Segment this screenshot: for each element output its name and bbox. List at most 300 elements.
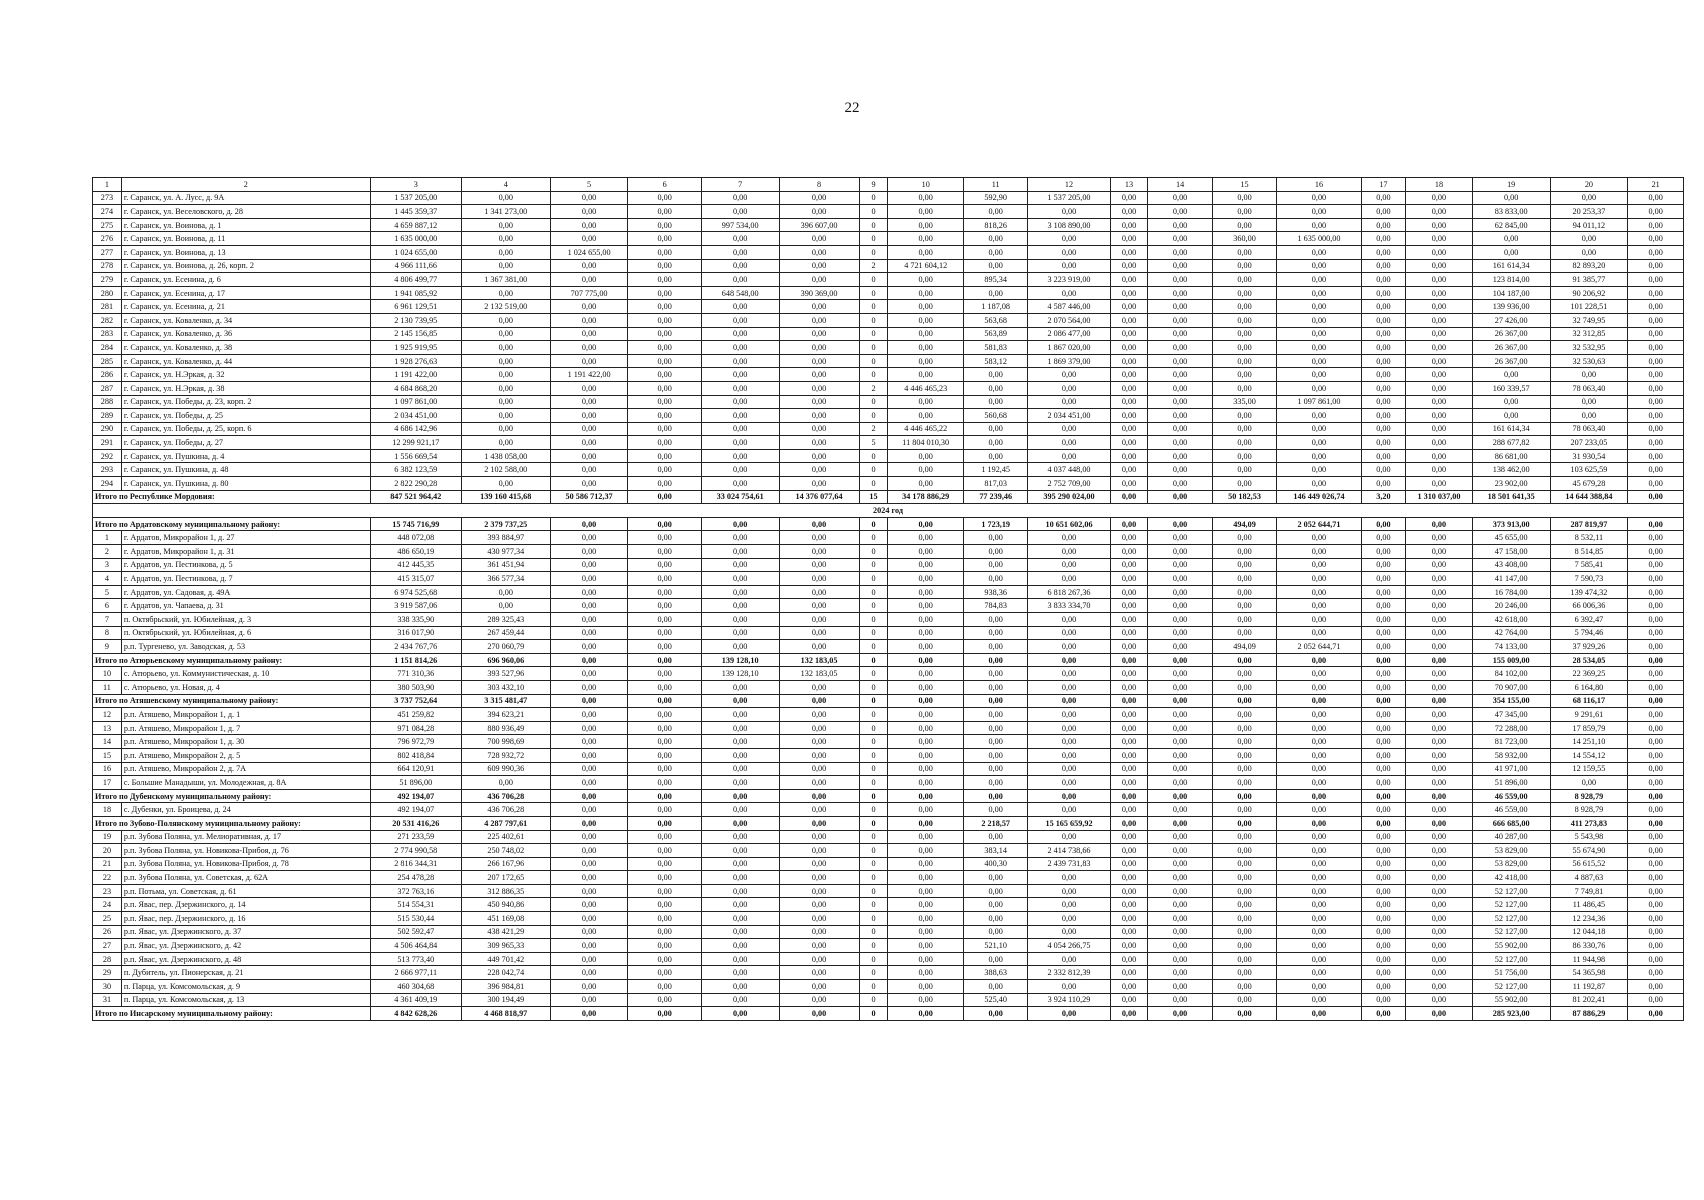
value-cell: 0,00 xyxy=(550,205,628,219)
value-cell: 0,00 xyxy=(963,748,1027,762)
address-cell: р.п. Явас, ул. Дзержинского, д. 48 xyxy=(121,952,370,966)
address-cell: г. Ардатов, ул. Пестинкова, д. 5 xyxy=(121,558,370,572)
value-cell: 37 929,26 xyxy=(1550,640,1628,654)
value-cell: 0,00 xyxy=(963,286,1027,300)
value-cell: 0,00 xyxy=(461,776,550,790)
value-cell: 0,00 xyxy=(1406,572,1473,586)
value-cell: 0,00 xyxy=(550,667,628,681)
value-cell: 2 132 519,00 xyxy=(461,300,550,314)
value-cell: 0,00 xyxy=(628,721,701,735)
value-cell: 0,00 xyxy=(1277,830,1361,844)
table-row xyxy=(93,721,1684,735)
address-cell: р.п. Явас, ул. Дзержинского, д. 42 xyxy=(121,939,370,953)
subtotal-value-cell: 155 009,00 xyxy=(1472,653,1550,667)
value-cell: 0,00 xyxy=(1361,572,1405,586)
value-cell: 0,00 xyxy=(461,232,550,246)
subtotal-value-cell: 0,00 xyxy=(628,816,701,830)
value-cell: 0,00 xyxy=(1148,205,1212,219)
address-cell: г. Саранск, ул. Победы, д. 25 xyxy=(121,409,370,423)
value-cell: 0,00 xyxy=(779,449,859,463)
value-cell: 0,00 xyxy=(701,300,779,314)
value-cell: 0,00 xyxy=(1277,531,1361,545)
value-cell: 0,00 xyxy=(1361,748,1405,762)
value-cell: 0,00 xyxy=(1628,966,1684,980)
value-cell: 0,00 xyxy=(1277,980,1361,994)
value-cell: 0 xyxy=(859,218,888,232)
value-cell: 0,00 xyxy=(1628,871,1684,885)
value-cell: 0,00 xyxy=(628,952,701,966)
subtotal-value-cell: 0,00 xyxy=(701,517,779,531)
value-cell: 0 xyxy=(859,327,888,341)
value-cell: 0,00 xyxy=(461,286,550,300)
table-row xyxy=(93,381,1684,395)
value-cell: 0,00 xyxy=(628,341,701,355)
value-cell: 0,00 xyxy=(963,259,1027,273)
value-cell: 0,00 xyxy=(1148,368,1212,382)
address-cell: п. Парца, ул. Комсомольская, д. 13 xyxy=(121,993,370,1007)
value-cell: 0,00 xyxy=(701,232,779,246)
value-cell: 0,00 xyxy=(1277,708,1361,722)
value-cell: 0,00 xyxy=(1628,368,1684,382)
value-cell: 818,26 xyxy=(963,218,1027,232)
value-cell: 11 804 010,30 xyxy=(888,436,964,450)
value-cell: 0,00 xyxy=(1628,354,1684,368)
value-cell: 0,00 xyxy=(1406,613,1473,627)
value-cell: 8 514,85 xyxy=(1550,545,1628,559)
address-cell: р.п. Зубова Поляна, ул. Новикова-Прибоя, д. 76 xyxy=(121,844,370,858)
value-cell: 0,00 xyxy=(1361,680,1405,694)
value-cell: 0,00 xyxy=(628,939,701,953)
subtotal-label: Итого по Ардатовскому муниципальному району: xyxy=(93,517,371,531)
value-cell: 0,00 xyxy=(1277,871,1361,885)
value-cell: 0,00 xyxy=(1406,993,1473,1007)
table-row xyxy=(93,925,1684,939)
value-cell: 0,00 xyxy=(1212,680,1276,694)
value-cell: 0,00 xyxy=(701,925,779,939)
value-cell: 771 310,36 xyxy=(370,667,461,681)
value-cell: 0,00 xyxy=(963,558,1027,572)
value-cell: 0 xyxy=(859,680,888,694)
value-cell: 228 042,74 xyxy=(461,966,550,980)
subtotal-value-cell: 0,00 xyxy=(888,694,964,708)
value-cell: 0,00 xyxy=(1277,925,1361,939)
subtotal-value-cell: 0,00 xyxy=(1406,1007,1473,1021)
value-cell: 0,00 xyxy=(1148,871,1212,885)
value-cell: 0,00 xyxy=(1110,871,1148,885)
value-cell: 0,00 xyxy=(779,463,859,477)
value-cell: 0,00 xyxy=(1028,449,1110,463)
value-cell: 0,00 xyxy=(1148,341,1212,355)
value-cell: 2 052 644,71 xyxy=(1277,640,1361,654)
value-cell: 0,00 xyxy=(628,545,701,559)
value-cell: 514 554,31 xyxy=(370,898,461,912)
value-cell: 0,00 xyxy=(1277,572,1361,586)
value-cell: 0,00 xyxy=(550,409,628,423)
subtotal-value-cell: 0,00 xyxy=(1028,1007,1110,1021)
value-cell: 0,00 xyxy=(550,912,628,926)
subtotal-value-cell: 0,00 xyxy=(1628,517,1684,531)
value-cell: 316 017,90 xyxy=(370,626,461,640)
value-cell: 26 367,00 xyxy=(1472,354,1550,368)
value-cell: 0,00 xyxy=(701,313,779,327)
value-cell: 0,00 xyxy=(1277,545,1361,559)
value-cell: 0 xyxy=(859,531,888,545)
value-cell: 0,00 xyxy=(461,218,550,232)
value-cell: 0,00 xyxy=(701,966,779,980)
value-cell: 0,00 xyxy=(779,368,859,382)
value-cell: 521,10 xyxy=(963,939,1027,953)
value-cell: 0,00 xyxy=(1212,531,1276,545)
value-cell: 0,00 xyxy=(1028,626,1110,640)
value-cell: 84 102,00 xyxy=(1472,667,1550,681)
subtotal-value-cell: 0,00 xyxy=(628,490,701,504)
value-cell: 0,00 xyxy=(550,898,628,912)
value-cell: 2 102 588,00 xyxy=(461,463,550,477)
subtotal-value-cell: 139 160 415,68 xyxy=(461,490,550,504)
subtotal-label: Итого по Атюрьевскому муниципальному району: xyxy=(93,653,371,667)
row-number-cell: 23 xyxy=(93,884,122,898)
value-cell: 0,00 xyxy=(1110,912,1148,926)
subtotal-value-cell: 0,00 xyxy=(1110,653,1148,667)
value-cell: 0,00 xyxy=(1406,463,1473,477)
value-cell: 0,00 xyxy=(1406,545,1473,559)
value-cell: 0,00 xyxy=(1361,245,1405,259)
value-cell: 0,00 xyxy=(963,735,1027,749)
value-cell: 0,00 xyxy=(550,300,628,314)
value-cell: 396 984,81 xyxy=(461,980,550,994)
value-cell: 560,68 xyxy=(963,409,1027,423)
column-number: 15 xyxy=(1212,178,1276,192)
value-cell: 0,00 xyxy=(888,667,964,681)
value-cell: 0,00 xyxy=(1212,409,1276,423)
value-cell: 289 325,43 xyxy=(461,613,550,627)
value-cell: 0,00 xyxy=(1028,667,1110,681)
value-cell: 300 194,49 xyxy=(461,993,550,1007)
row-number-cell: 283 xyxy=(93,327,122,341)
value-cell: 0,00 xyxy=(628,871,701,885)
value-cell: 6 392,47 xyxy=(1550,613,1628,627)
subtotal-value-cell: 0,00 xyxy=(628,1007,701,1021)
value-cell: 0,00 xyxy=(1628,830,1684,844)
value-cell: 0,00 xyxy=(1361,884,1405,898)
value-cell: 0,00 xyxy=(1472,232,1550,246)
value-cell: 1 097 861,00 xyxy=(1277,395,1361,409)
value-cell: 0 xyxy=(859,477,888,491)
address-cell: р.п. Атяшево, Микрорайон 1, д. 7 xyxy=(121,721,370,735)
value-cell: 0,00 xyxy=(1406,735,1473,749)
value-cell: 0,00 xyxy=(550,585,628,599)
subtotal-value-cell: 33 024 754,61 xyxy=(701,490,779,504)
row-number-cell: 287 xyxy=(93,381,122,395)
value-cell: 0,00 xyxy=(1212,422,1276,436)
value-cell: 26 367,00 xyxy=(1472,327,1550,341)
value-cell: 9 291,61 xyxy=(1550,708,1628,722)
column-number: 3 xyxy=(370,178,461,192)
value-cell: 0,00 xyxy=(1406,830,1473,844)
value-cell: 0,00 xyxy=(779,830,859,844)
value-cell: 0,00 xyxy=(888,748,964,762)
subtotal-value-cell: 1 151 814,26 xyxy=(370,653,461,667)
value-cell: 5 xyxy=(859,436,888,450)
row-number-cell: 19 xyxy=(93,830,122,844)
value-cell: 0,00 xyxy=(1406,640,1473,654)
value-cell: 1 187,08 xyxy=(963,300,1027,314)
value-cell: 0,00 xyxy=(1148,273,1212,287)
value-cell: 0,00 xyxy=(1361,286,1405,300)
value-cell: 0,00 xyxy=(1628,613,1684,627)
value-cell: 0,00 xyxy=(1361,925,1405,939)
value-cell: 0,00 xyxy=(1406,776,1473,790)
value-cell: 139 936,00 xyxy=(1472,300,1550,314)
value-cell: 438 421,29 xyxy=(461,925,550,939)
value-cell: 0,00 xyxy=(1110,844,1148,858)
value-cell: 0,00 xyxy=(1361,477,1405,491)
row-number-cell: 3 xyxy=(93,558,122,572)
row-number-cell: 276 xyxy=(93,232,122,246)
value-cell: 0,00 xyxy=(1212,708,1276,722)
value-cell: 0,00 xyxy=(1110,273,1148,287)
value-cell: 0,00 xyxy=(1628,939,1684,953)
value-cell: 0,00 xyxy=(1628,191,1684,205)
value-cell: 0,00 xyxy=(1110,286,1148,300)
capital-repair-register-table xyxy=(92,177,1684,1021)
value-cell: 0,00 xyxy=(888,912,964,926)
value-cell: 0 xyxy=(859,313,888,327)
subtotal-value-cell: 0,00 xyxy=(1110,816,1148,830)
value-cell: 817,03 xyxy=(963,477,1027,491)
value-cell: 0,00 xyxy=(1406,368,1473,382)
value-cell: 0,00 xyxy=(963,626,1027,640)
value-cell: 0,00 xyxy=(1028,245,1110,259)
value-cell: 0,00 xyxy=(701,531,779,545)
table-row xyxy=(93,191,1684,205)
address-cell: г. Саранск, ул. Воинова, д. 1 xyxy=(121,218,370,232)
value-cell: 0 xyxy=(859,599,888,613)
subtotal-value-cell: 0,00 xyxy=(888,653,964,667)
subtotal-value-cell: 666 685,00 xyxy=(1472,816,1550,830)
value-cell: 0,00 xyxy=(701,585,779,599)
value-cell: 0,00 xyxy=(1361,993,1405,1007)
value-cell: 3 919 587,06 xyxy=(370,599,461,613)
value-cell: 0,00 xyxy=(701,449,779,463)
subtotal-value-cell: 0,00 xyxy=(1212,653,1276,667)
subtotal-value-cell: 0,00 xyxy=(1212,816,1276,830)
address-cell: г. Саранск, ул. Воинова, д. 11 xyxy=(121,232,370,246)
value-cell: 0,00 xyxy=(1406,748,1473,762)
value-cell: 0,00 xyxy=(550,626,628,640)
value-cell: 0 xyxy=(859,572,888,586)
value-cell: 0,00 xyxy=(1628,232,1684,246)
value-cell: 0,00 xyxy=(1212,436,1276,450)
value-cell: 0,00 xyxy=(628,993,701,1007)
value-cell: 0,00 xyxy=(1628,952,1684,966)
value-cell: 2 xyxy=(859,381,888,395)
table-row xyxy=(93,545,1684,559)
value-cell: 1 445 359,37 xyxy=(370,205,461,219)
value-cell: 0,00 xyxy=(779,409,859,423)
value-cell: 0,00 xyxy=(888,966,964,980)
subtotal-label: Итого по Атяшевскому муниципальному району: xyxy=(93,694,371,708)
value-cell: 0,00 xyxy=(1212,884,1276,898)
value-cell: 0,00 xyxy=(1472,191,1550,205)
value-cell: 31 930,54 xyxy=(1550,449,1628,463)
year-section-label: 2024 год xyxy=(93,504,1684,518)
value-cell: 0,00 xyxy=(1148,545,1212,559)
value-cell: 0,00 xyxy=(1628,680,1684,694)
value-cell: 0,00 xyxy=(888,354,964,368)
row-number-cell: 294 xyxy=(93,477,122,491)
value-cell: 0,00 xyxy=(1148,884,1212,898)
value-cell: 394 623,21 xyxy=(461,708,550,722)
value-cell: 0,00 xyxy=(1028,436,1110,450)
value-cell: 0,00 xyxy=(1110,762,1148,776)
value-cell: 0,00 xyxy=(550,803,628,817)
year-section-row xyxy=(93,504,1684,518)
value-cell: 0 xyxy=(859,721,888,735)
value-cell: 0,00 xyxy=(701,844,779,858)
value-cell: 492 194,07 xyxy=(370,803,461,817)
address-cell: г. Саранск, ул. Есенина, д. 21 xyxy=(121,300,370,314)
value-cell: 0,00 xyxy=(1110,368,1148,382)
value-cell: 0,00 xyxy=(1212,667,1276,681)
value-cell: 1 367 381,00 xyxy=(461,273,550,287)
subtotal-label: Итого по Инсарскому муниципальному району: xyxy=(93,1007,371,1021)
value-cell: 0,00 xyxy=(628,273,701,287)
value-cell: 0,00 xyxy=(1148,980,1212,994)
address-cell: р.п. Атяшево, Микрорайон 1, д. 30 xyxy=(121,735,370,749)
value-cell: 0,00 xyxy=(1148,680,1212,694)
value-cell: 0,00 xyxy=(1361,667,1405,681)
value-cell: 0,00 xyxy=(1361,436,1405,450)
value-cell: 0,00 xyxy=(1628,422,1684,436)
value-cell: 0,00 xyxy=(779,558,859,572)
row-number-cell: 280 xyxy=(93,286,122,300)
address-cell: р.п. Зубова Поляна, ул. Новикова-Прибоя, д. 78 xyxy=(121,857,370,871)
value-cell: 0,00 xyxy=(628,327,701,341)
value-cell: 0,00 xyxy=(1277,191,1361,205)
value-cell: 0,00 xyxy=(628,245,701,259)
value-cell: 0,00 xyxy=(1628,409,1684,423)
value-cell: 0,00 xyxy=(1212,748,1276,762)
value-cell: 0,00 xyxy=(550,844,628,858)
subtotal-value-cell: 0,00 xyxy=(701,694,779,708)
value-cell: 0,00 xyxy=(1148,259,1212,273)
row-number-cell: 273 xyxy=(93,191,122,205)
value-cell: 52 127,00 xyxy=(1472,912,1550,926)
value-cell: 53 829,00 xyxy=(1472,857,1550,871)
value-cell: 0,00 xyxy=(550,381,628,395)
value-cell: 267 459,44 xyxy=(461,626,550,640)
value-cell: 0,00 xyxy=(1628,436,1684,450)
value-cell: 0,00 xyxy=(1212,599,1276,613)
value-cell: 0,00 xyxy=(1148,232,1212,246)
value-cell: 0,00 xyxy=(550,341,628,355)
value-cell: 0,00 xyxy=(1628,477,1684,491)
value-cell: 0,00 xyxy=(701,395,779,409)
value-cell: 0,00 xyxy=(1628,259,1684,273)
value-cell: 6 818 267,36 xyxy=(1028,585,1110,599)
table-row xyxy=(93,409,1684,423)
table-row xyxy=(93,762,1684,776)
value-cell: 0,00 xyxy=(1212,300,1276,314)
subtotal-value-cell: 0,00 xyxy=(1212,1007,1276,1021)
value-cell: 664 120,91 xyxy=(370,762,461,776)
row-number-cell: 275 xyxy=(93,218,122,232)
address-cell: г. Саранск, ул. Коваленко, д. 34 xyxy=(121,313,370,327)
value-cell: 0,00 xyxy=(779,381,859,395)
value-cell: 2 xyxy=(859,422,888,436)
value-cell: 0,00 xyxy=(1212,381,1276,395)
value-cell: 0,00 xyxy=(1628,327,1684,341)
value-cell: 0,00 xyxy=(550,993,628,1007)
value-cell: 0,00 xyxy=(1028,748,1110,762)
value-cell: 0,00 xyxy=(1277,585,1361,599)
value-cell: 207 233,05 xyxy=(1550,436,1628,450)
value-cell: 938,36 xyxy=(963,585,1027,599)
value-cell: 0,00 xyxy=(1110,354,1148,368)
value-cell: 0,00 xyxy=(628,286,701,300)
table-row xyxy=(93,776,1684,790)
value-cell: 0,00 xyxy=(963,640,1027,654)
address-cell: г. Саранск, ул. Пушкина, д. 80 xyxy=(121,477,370,491)
value-cell: 0,00 xyxy=(963,925,1027,939)
column-number: 18 xyxy=(1406,178,1473,192)
value-cell: 45 655,00 xyxy=(1472,531,1550,545)
value-cell: 0,00 xyxy=(963,803,1027,817)
value-cell: 0,00 xyxy=(1212,341,1276,355)
value-cell: 0,00 xyxy=(779,980,859,994)
row-number-cell: 1 xyxy=(93,531,122,545)
value-cell: 2 816 344,31 xyxy=(370,857,461,871)
value-cell: 396 607,00 xyxy=(779,218,859,232)
value-cell: 0 xyxy=(859,341,888,355)
value-cell: 81 202,41 xyxy=(1550,993,1628,1007)
value-cell: 0,00 xyxy=(963,368,1027,382)
value-cell: 0,00 xyxy=(550,721,628,735)
subtotal-value-cell: 411 273,83 xyxy=(1550,816,1628,830)
value-cell: 0,00 xyxy=(1628,585,1684,599)
value-cell: 0,00 xyxy=(888,803,964,817)
value-cell: 0,00 xyxy=(1148,286,1212,300)
subtotal-value-cell: 0,00 xyxy=(701,816,779,830)
row-number-cell: 291 xyxy=(93,436,122,450)
value-cell: 0,00 xyxy=(779,952,859,966)
value-cell: 0,00 xyxy=(1406,585,1473,599)
value-cell: 0,00 xyxy=(1406,395,1473,409)
subtotal-value-cell: 0 xyxy=(859,1007,888,1021)
value-cell: 2 086 477,00 xyxy=(1028,327,1110,341)
value-cell: 0,00 xyxy=(779,993,859,1007)
value-cell: 0,00 xyxy=(1628,721,1684,735)
value-cell: 0,00 xyxy=(1550,245,1628,259)
address-cell: п. Дубитель, ул. Пионерская, д. 21 xyxy=(121,966,370,980)
value-cell: 0,00 xyxy=(888,327,964,341)
value-cell: 47 345,00 xyxy=(1472,708,1550,722)
value-cell: 32 312,85 xyxy=(1550,327,1628,341)
value-cell: 3 833 334,70 xyxy=(1028,599,1110,613)
value-cell: 0,00 xyxy=(779,925,859,939)
value-cell: 0 xyxy=(859,912,888,926)
value-cell: 0,00 xyxy=(1028,925,1110,939)
value-cell: 0,00 xyxy=(1148,626,1212,640)
value-cell: 0,00 xyxy=(1361,898,1405,912)
subtotal-value-cell: 0,00 xyxy=(1028,694,1110,708)
value-cell: 17 859,79 xyxy=(1550,721,1628,735)
value-cell: 1 867 020,00 xyxy=(1028,341,1110,355)
value-cell: 0,00 xyxy=(888,572,964,586)
value-cell: 0,00 xyxy=(1361,626,1405,640)
value-cell: 0,00 xyxy=(1110,980,1148,994)
